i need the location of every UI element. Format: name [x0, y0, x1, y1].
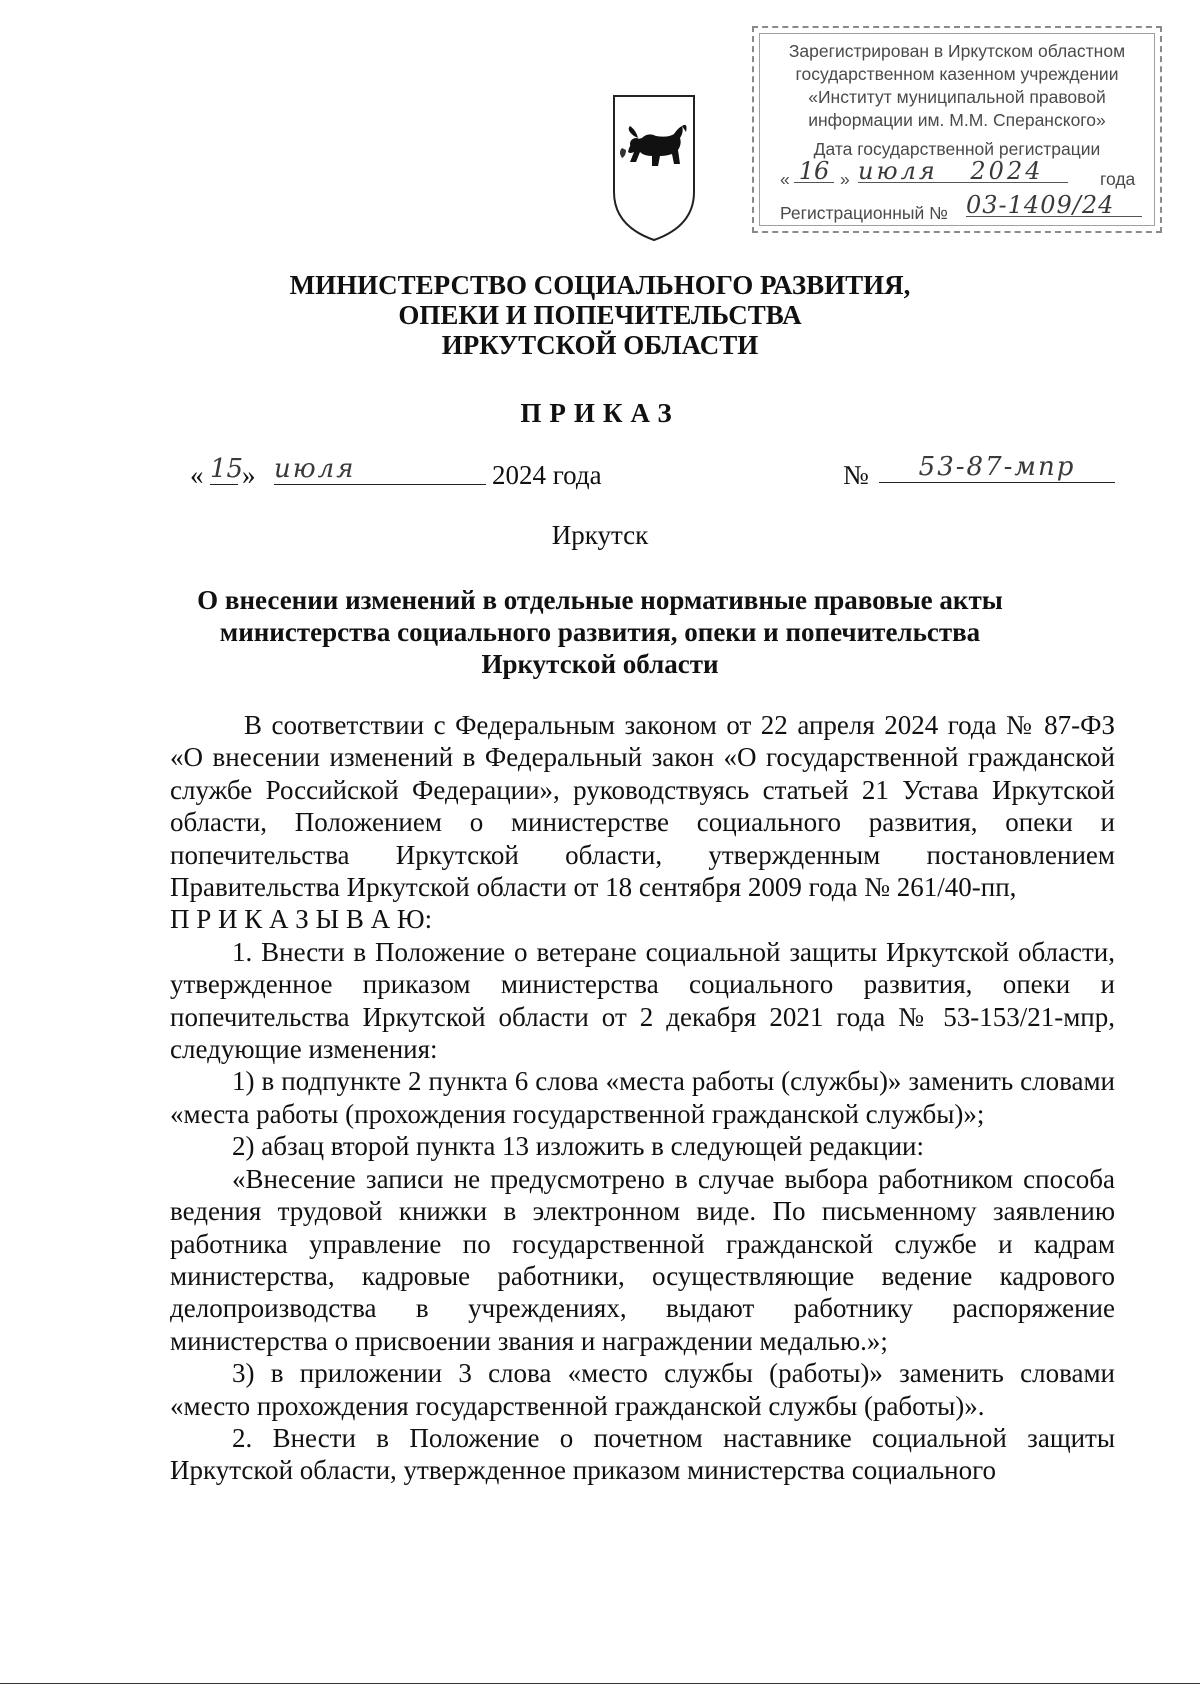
order-number-label: №	[843, 460, 869, 490]
order-date-close: »	[242, 460, 256, 490]
order-date-day: 15	[210, 454, 244, 484]
item-1-3-paragraph: 3) в приложении 3 слова «место службы (работы)» заменить словами «место прохождения государственной гражданской службы (работы)».	[170, 1358, 1115, 1421]
order-number	[843, 452, 1123, 494]
stamp-line-4: информации им. М.М. Сперанского»	[808, 110, 1106, 130]
page-bottom-rule	[0, 1683, 1200, 1684]
order-city: Иркутск	[551, 520, 649, 550]
stamp-date-close: »	[840, 169, 850, 189]
title-line-2: министерства социального развития, опеки и попечительства	[219, 617, 981, 647]
stamp-reg-label: Регистрационный №	[780, 203, 948, 223]
stamp-inner-border	[759, 33, 1155, 226]
order-date	[190, 454, 630, 494]
order-date-open: «	[190, 460, 204, 490]
ministry-line-3: ИРКУТСКОЙ ОБЛАСТИ	[441, 330, 759, 360]
stamp-reg-number: 03-1409/24	[966, 194, 1142, 217]
title-line-1: О внесении изменений в отдельные нормативные правовые акты	[197, 585, 1003, 615]
order-number-value: 53-87-мпр	[879, 452, 1115, 483]
stamp-line-1: Зарегистрирован в Иркутском областном	[788, 41, 1126, 61]
stamp-date-year: 2024	[970, 157, 1044, 185]
item-1-paragraph: 1. Внести в Положение о ветеране социальной защиты Иркутской области, утвержденное приказом министерства социального развития, опеки и попечительства Иркутской области от 2 декабря 2021 года № 53-153/21-мпр, следующие изменения:	[170, 936, 1115, 1065]
stamp-date-suffix: года	[1100, 169, 1136, 189]
item-2-paragraph: 2. Внести в Положение о почетном наставнике социальной защиты Иркутской области, утвержденное приказом министерства социального	[170, 1422, 1115, 1486]
order-word: П Р И К А З Ы В А Ю:	[170, 904, 433, 935]
order-year: 2024 года	[492, 460, 602, 490]
document-title	[0, 584, 1200, 680]
preamble-paragraph: В соответствии с Федеральным законом от 22 апреля 2024 года № 87-ФЗ «О внесении изменений в Федеральный закон «О государственной гражданской службе Российской Федерации», руководствуясь статьей 21 Устава Иркутской области, Положением о министерстве социального развития, опеки и попечительства Иркутской области, утвержденным постановлением Правительства Иркутской области от 18 сентября 2009 года № 261/40-пп,	[170, 710, 1115, 903]
stamp-date-open: «	[780, 169, 790, 189]
stamp-date-day: 16	[794, 160, 834, 183]
stamp-reg-row	[760, 191, 1154, 227]
item-1-1-paragraph: 1) в подпункте 2 пункта 6 слова «места работы (службы)» заменить словами «места работы (прохождения государственной гражданской службы)»;	[170, 1066, 1115, 1129]
ministry-name	[0, 270, 1200, 360]
stamp-line-5: Дата государственной регистрации	[813, 139, 1101, 159]
document-body	[170, 709, 1115, 1487]
coat-of-arms-emblem	[612, 92, 696, 244]
item-1-2-quote-paragraph: «Внесение записи не предусмотрено в случае выбора работником способа ведения трудовой книжки в электронном виде. По письменному заявлению работника управление по государственной гражданской службе и кадрам министерства, кадровые работники, осуществляющие ведение кадрового делопроизводства в учреждениях, выдают работнику распоряжение министерства о присвоении звания и награждении медалью.»;	[170, 1163, 1115, 1356]
item-1-2-paragraph: 2) абзац второй пункта 13 изложить в следующей редакции:	[232, 1131, 924, 1162]
document-type: ПРИКАЗ	[520, 398, 680, 428]
title-line-3: Иркутской области	[481, 649, 719, 679]
stamp-date-month-year	[858, 157, 1068, 185]
order-date-month: июля	[274, 454, 486, 485]
registration-stamp	[752, 26, 1162, 233]
stamp-date-row	[760, 157, 1154, 194]
stamp-line-2: государственном казенном учреждении	[795, 64, 1119, 84]
stamp-date-month: июля	[858, 157, 938, 185]
ministry-line-2: ОПЕКИ И ПОПЕЧИТЕЛЬСТВА	[398, 300, 802, 330]
ministry-line-1: МИНИСТЕРСТВО СОЦИАЛЬНОГО РАЗВИТИЯ,	[289, 270, 911, 300]
stamp-line-3: «Институт муниципальной правовой	[808, 87, 1106, 107]
